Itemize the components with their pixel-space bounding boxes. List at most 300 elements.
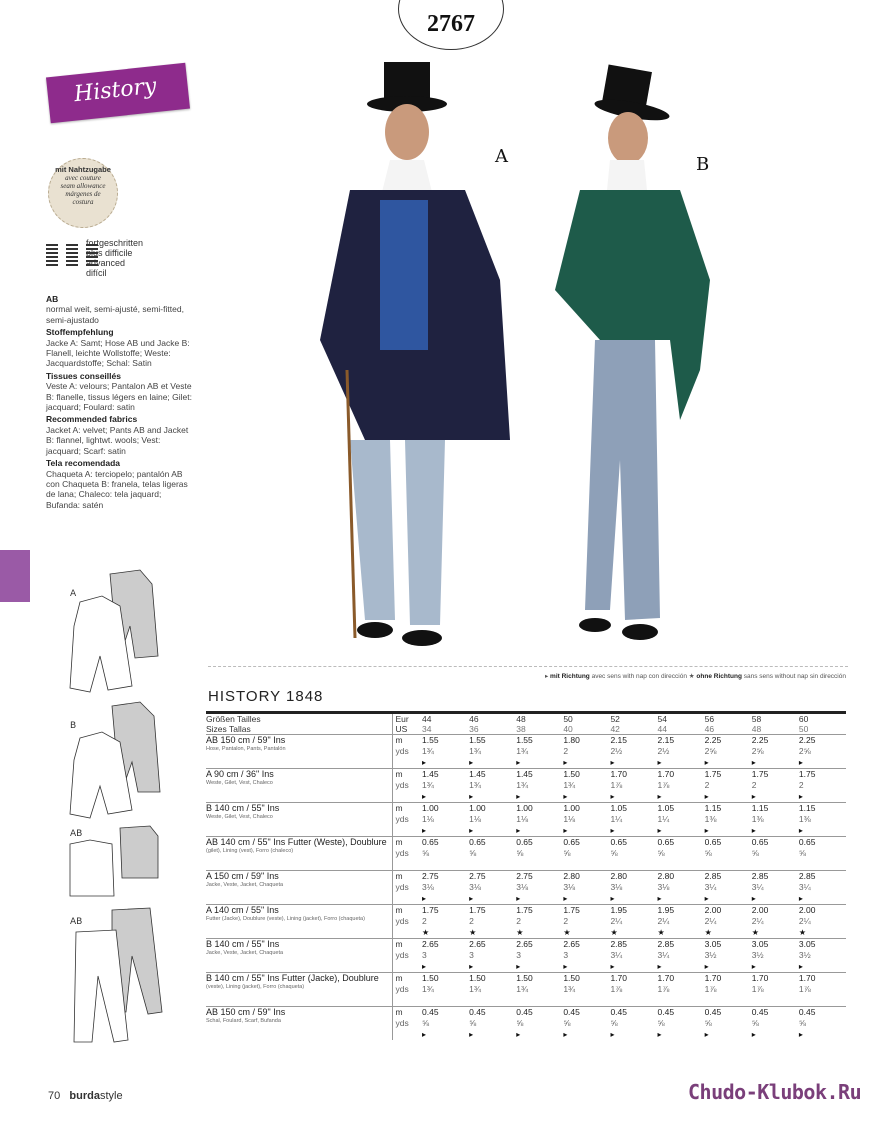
- us-size: 42: [610, 724, 620, 734]
- nap-symbol: ▸: [798, 962, 803, 971]
- yards-value: 3½: [751, 950, 764, 960]
- size-cell: [752, 871, 799, 905]
- without-nap-text: sans sens without nap sin dirección: [743, 673, 846, 680]
- meters-value: 1.50: [563, 769, 580, 779]
- eur-size: 50: [563, 713, 610, 725]
- nap-symbol: ▸: [657, 826, 662, 835]
- page-number: 70: [48, 1090, 61, 1102]
- us-size: 38: [516, 724, 526, 734]
- meters-value: 1.75: [563, 905, 580, 915]
- nap-symbol: ▸: [610, 826, 615, 835]
- yards-value: 1¼: [610, 814, 623, 824]
- meters-value: 1.75: [704, 769, 722, 779]
- row-units: [392, 735, 422, 769]
- meters-value: 1.55: [469, 735, 486, 745]
- meters-value: 0.45: [563, 1007, 580, 1017]
- yards-value: 2¼: [751, 916, 764, 926]
- model-photo: [200, 40, 850, 660]
- meters-value: 2.15: [610, 735, 627, 745]
- yards-value: 1⅜: [751, 814, 764, 824]
- meters-value: 1.50: [469, 973, 486, 983]
- unit-m: m: [395, 905, 403, 915]
- size-cell: [705, 871, 752, 905]
- row-fabric: A 90 cm / 36" Ins: [206, 769, 274, 779]
- size-cell: [610, 1007, 657, 1041]
- yards-value: 3¼: [657, 950, 670, 960]
- nap-symbol: ▸: [751, 962, 756, 971]
- meters-value: 2.85: [704, 871, 722, 881]
- size-cell: [469, 769, 516, 803]
- unit-yds: yds: [395, 950, 409, 960]
- meters-value: 2.80: [610, 871, 627, 881]
- unit-m: m: [395, 939, 403, 949]
- nap-symbol: ▸: [422, 894, 427, 903]
- meters-value: 1.50: [516, 973, 533, 983]
- eur-size: 44: [422, 713, 469, 725]
- with-nap-label: mit Richtung: [550, 673, 590, 680]
- yards-value: ⅝: [798, 1018, 806, 1028]
- size-cell: [658, 939, 705, 973]
- row-garment: Futter (Jacke), Doublure (veste), Lining (jacket), Forro (chaqueta): [206, 916, 365, 922]
- row-fabric: AB 150 cm / 59" Ins: [206, 1007, 286, 1017]
- meters-value: 1.70: [798, 973, 816, 983]
- nap-symbol: ▸: [563, 792, 568, 801]
- meters-value: 1.55: [516, 735, 533, 745]
- badge-line: avec couture: [65, 174, 101, 182]
- meters-value: 0.65: [657, 837, 675, 847]
- meters-value: 3.05: [751, 939, 769, 949]
- row-garment: Schal, Foulard, Scarf, Bufanda: [206, 1018, 281, 1024]
- size-cell: [752, 1007, 799, 1041]
- yards-value: 1⅞: [610, 780, 623, 790]
- size-cell: [752, 973, 799, 1007]
- unit-yds: yds: [395, 984, 409, 994]
- yards-value: ⅝: [704, 1018, 712, 1028]
- table-row: [206, 769, 846, 803]
- row-garment: Jacke, Veste, Jacket, Chaqueta: [206, 950, 284, 956]
- difficulty-text: [86, 238, 143, 278]
- nap-symbol: ▸: [469, 1030, 474, 1039]
- size-cell: [658, 837, 705, 871]
- nap-symbol: ★: [751, 928, 759, 937]
- history-label: [48, 64, 190, 124]
- size-cell: [799, 735, 846, 769]
- yards-value: 3½: [704, 950, 717, 960]
- size-cell: [705, 973, 752, 1007]
- meters-value: 2.15: [657, 735, 675, 745]
- nap-symbol: ▸: [422, 792, 427, 801]
- us-size: 36: [469, 724, 479, 734]
- yards-value: 1⅜: [704, 814, 717, 824]
- nap-symbol: ★: [422, 928, 430, 937]
- brand-bold: burda: [69, 1090, 100, 1102]
- info-heading: Tissues conseillés: [46, 370, 121, 381]
- header-label-1: Größen Tailles: [206, 713, 392, 725]
- nap-symbol: ★: [704, 928, 712, 937]
- nap-symbol: ▸: [704, 826, 709, 835]
- size-cell: [658, 769, 705, 803]
- table-row: [206, 871, 846, 905]
- yards-value: 1¾: [563, 780, 576, 790]
- yards-value: 2: [798, 780, 804, 790]
- row-units: [392, 769, 422, 803]
- nap-symbol: ★: [516, 928, 524, 937]
- size-cell: [469, 871, 516, 905]
- nap-symbol: ▸: [751, 894, 756, 903]
- nap-symbol: ▸: [516, 826, 521, 835]
- size-cell: [610, 735, 657, 769]
- nap-symbol: ▸: [751, 792, 756, 801]
- meters-value: 2.80: [563, 871, 580, 881]
- sketch-label-ab-pants: AB: [70, 917, 83, 927]
- row-label: [206, 769, 392, 803]
- yards-value: ⅝: [563, 1018, 571, 1028]
- row-units: [392, 871, 422, 905]
- size-cell: [516, 905, 563, 939]
- size-cell: [516, 1007, 563, 1041]
- meters-value: 2.25: [751, 735, 769, 745]
- yards-value: 3: [422, 950, 427, 960]
- section-tab: [0, 550, 30, 602]
- meters-value: 0.45: [657, 1007, 675, 1017]
- size-cell: [422, 735, 469, 769]
- badge-line: márgenes de: [65, 190, 101, 198]
- meters-value: 1.95: [657, 905, 675, 915]
- yards-value: 2: [751, 780, 757, 790]
- size-cell: [563, 803, 610, 837]
- size-cell: [516, 803, 563, 837]
- header-us: US: [392, 724, 422, 735]
- info-heading: Tela recomendada: [46, 458, 121, 469]
- nap-symbol: ▸: [469, 962, 474, 971]
- size-cell: [469, 803, 516, 837]
- nap-symbol: ▸: [469, 758, 474, 767]
- nap-symbol: ▸: [422, 758, 427, 767]
- unit-m: m: [395, 837, 403, 847]
- size-cell: [705, 769, 752, 803]
- badge-line: costura: [72, 198, 94, 206]
- size-cell: [422, 905, 469, 939]
- nap-symbol: ▸: [610, 758, 615, 767]
- info-heading: AB: [46, 294, 59, 304]
- size-cell: [563, 769, 610, 803]
- meters-value: 1.70: [751, 973, 769, 983]
- meters-value: 1.15: [751, 803, 769, 813]
- size-cell: [658, 973, 705, 1007]
- meters-value: 1.55: [422, 735, 439, 745]
- yards-value: ⅝: [516, 1018, 524, 1028]
- yards-value: ⅝: [704, 848, 712, 858]
- size-cell: [610, 973, 657, 1007]
- yards-value: ⅝: [422, 1018, 430, 1028]
- yards-value: 1⅛: [469, 814, 481, 824]
- size-cell: [799, 871, 846, 905]
- size-cell: [705, 837, 752, 871]
- yards-value: 1¾: [469, 746, 481, 756]
- unit-yds: yds: [395, 848, 409, 858]
- row-label: [206, 837, 392, 871]
- meters-value: 1.45: [469, 769, 486, 779]
- row-fabric: B 140 cm / 55" Ins: [206, 939, 280, 949]
- size-cell: [516, 735, 563, 769]
- yards-value: 1⅞: [657, 780, 670, 790]
- info-text: Jacket A: velvet; Pants AB and Jacket B: flannel, lightwt. wools; Vest: jacquard; Scarf: satin: [46, 424, 189, 456]
- meters-value: 0.65: [422, 837, 439, 847]
- meters-value: 2.25: [704, 735, 722, 745]
- size-cell: [469, 973, 516, 1007]
- nap-symbol: ▸: [563, 1030, 568, 1039]
- meters-value: 0.45: [704, 1007, 722, 1017]
- size-cell: [610, 871, 657, 905]
- photo-label-b: B: [696, 154, 710, 175]
- yards-value: 1¾: [469, 780, 481, 790]
- row-label: [206, 803, 392, 837]
- size-cell: [469, 837, 516, 871]
- meters-value: 0.65: [469, 837, 486, 847]
- yards-value: 3⅛: [422, 882, 434, 892]
- size-cell: [422, 803, 469, 837]
- yards-value: 3: [469, 950, 474, 960]
- size-cell: [799, 973, 846, 1007]
- nap-symbol: ▸: [516, 894, 521, 903]
- nap-symbol: ▸: [516, 1030, 521, 1039]
- nap-symbol: ▸: [657, 758, 662, 767]
- yards-value: 3⅛: [469, 882, 481, 892]
- fabric-table: [206, 711, 846, 1040]
- meters-value: 1.70: [704, 973, 722, 983]
- info-text: normal weit, semi-ajusté, semi-fitted, semi-ajustado: [46, 304, 184, 325]
- nap-symbol: ▸: [704, 1030, 709, 1039]
- nap-symbol: ▸: [563, 826, 568, 835]
- yards-value: 3⅛: [516, 882, 529, 892]
- size-cell: [563, 871, 610, 905]
- yards-value: ⅝: [657, 1018, 665, 1028]
- size-cell: [610, 803, 657, 837]
- nap-symbol: ★: [563, 928, 571, 937]
- size-cell: [705, 803, 752, 837]
- meters-value: 2.85: [798, 871, 816, 881]
- size-cell: [422, 1007, 469, 1041]
- meters-value: 0.65: [516, 837, 533, 847]
- yards-value: 2⅝: [704, 746, 717, 756]
- meters-value: 2.65: [469, 939, 486, 949]
- brand-rest: style: [99, 1090, 123, 1102]
- row-fabric: AB 140 cm / 55" Ins Futter (Weste), Doublure: [206, 837, 387, 847]
- nap-symbol: ▸: [704, 894, 709, 903]
- row-units: [392, 837, 422, 871]
- meters-value: 2.00: [751, 905, 769, 915]
- meters-value: 1.70: [610, 769, 627, 779]
- nap-symbol: ▸: [798, 758, 803, 767]
- meters-value: 0.65: [751, 837, 769, 847]
- meters-value: 2.65: [563, 939, 580, 949]
- nap-symbol: ▸: [563, 758, 568, 767]
- size-cell: [469, 735, 516, 769]
- eur-size: 52: [610, 713, 657, 725]
- meters-value: 0.45: [751, 1007, 769, 1017]
- unit-m: m: [395, 769, 403, 779]
- row-label: [206, 1007, 392, 1041]
- sketch-label-a: A: [70, 589, 77, 599]
- nap-symbol: ▸: [798, 894, 803, 903]
- unit-m: m: [395, 803, 403, 813]
- row-units: [392, 939, 422, 973]
- row-label: [206, 939, 392, 973]
- meters-value: 1.05: [657, 803, 675, 813]
- size-cell: [752, 769, 799, 803]
- info-heading: Stoffempfehlung: [46, 327, 114, 338]
- row-fabric: B 140 cm / 55" Ins Futter (Jacke), Doublure: [206, 973, 379, 983]
- nap-symbol: ▸: [798, 826, 803, 835]
- eur-size: 58: [752, 713, 799, 725]
- size-cell: [422, 871, 469, 905]
- difficulty-line: difícil: [86, 268, 107, 278]
- row-units: [392, 973, 422, 1007]
- difficulty-line: advanced: [86, 258, 126, 268]
- nap-symbol: ★: [798, 928, 807, 937]
- info-text: Veste A: velours; Pantalon AB et Veste B: flanelle, tissus légers en laine; Gilet: jacquard; Foulard: satin: [46, 381, 192, 413]
- nap-symbol: ▸: [516, 758, 521, 767]
- fabric-info: [46, 292, 196, 510]
- difficulty-line: plus difficile: [86, 248, 133, 258]
- table-header-eur: [206, 713, 846, 725]
- nap-legend: ▸ mit Richtung avec sens with nap con dirección ★ ohne Richtung sans sens without nap sin dirección: [544, 673, 846, 680]
- yards-value: ⅝: [610, 1018, 618, 1028]
- yards-value: 1¾: [422, 984, 434, 994]
- nap-symbol: ▸: [610, 792, 615, 801]
- info-heading: Recommended fabrics: [46, 414, 138, 425]
- eur-size: 46: [469, 713, 516, 725]
- meters-value: 1.00: [422, 803, 439, 813]
- size-cell: [563, 973, 610, 1007]
- yards-value: 1¾: [422, 746, 434, 756]
- photo-label-a: A: [495, 146, 508, 167]
- yards-value: 1¼: [657, 814, 670, 824]
- yards-value: 1¾: [422, 780, 434, 790]
- meters-value: 2.80: [657, 871, 675, 881]
- nap-symbol: ▸: [469, 792, 474, 801]
- unit-yds: yds: [395, 814, 409, 824]
- meters-value: 1.00: [516, 803, 533, 813]
- yards-value: ⅝: [610, 848, 618, 858]
- technical-sketches: [40, 566, 190, 1056]
- meters-value: 0.65: [704, 837, 722, 847]
- row-label: [206, 871, 392, 905]
- row-fabric: A 140 cm / 55" Ins: [206, 905, 279, 915]
- meters-value: 1.00: [469, 803, 486, 813]
- yards-value: 1⅞: [751, 984, 764, 994]
- yards-value: 3¼: [704, 882, 717, 892]
- meters-value: 1.50: [563, 973, 580, 983]
- nap-symbol: ▸: [610, 1030, 615, 1039]
- yards-value: ⅝: [657, 848, 665, 858]
- yards-value: 3: [516, 950, 521, 960]
- yards-value: 2⅝: [751, 746, 764, 756]
- eur-size: 60: [799, 713, 846, 725]
- size-cell: [469, 939, 516, 973]
- meters-value: 3.05: [704, 939, 722, 949]
- table-row: [206, 939, 846, 973]
- sketch-label-b: B: [70, 721, 77, 731]
- us-size: 34: [422, 724, 432, 734]
- meters-value: 0.65: [798, 837, 816, 847]
- meters-value: 1.05: [610, 803, 627, 813]
- yards-value: 1¾: [516, 780, 529, 790]
- meters-value: 2.00: [798, 905, 816, 915]
- yards-value: 3⅛: [657, 882, 670, 892]
- size-cell: [610, 905, 657, 939]
- yards-value: ⅝: [469, 848, 477, 858]
- yards-value: 2: [563, 746, 569, 756]
- nap-symbol: ▸: [704, 792, 709, 801]
- table-row: [206, 803, 846, 837]
- meters-value: 0.65: [610, 837, 627, 847]
- yards-value: 2¼: [704, 916, 717, 926]
- yards-value: 2: [704, 780, 710, 790]
- size-cell: [469, 905, 516, 939]
- yards-value: 1¾: [563, 984, 576, 994]
- nap-symbol: ▸: [798, 1030, 803, 1039]
- size-cell: [752, 905, 799, 939]
- meters-value: 0.45: [610, 1007, 627, 1017]
- size-cell: [610, 769, 657, 803]
- yards-value: 1⅛: [516, 814, 529, 824]
- row-garment: (veste), Lining (jacket), Forro (chaqueta): [206, 984, 305, 990]
- eur-size: 54: [658, 713, 705, 725]
- nap-symbol: ▸: [422, 1030, 427, 1039]
- yards-value: 1⅜: [798, 814, 811, 824]
- meters-value: 1.75: [469, 905, 486, 915]
- size-cell: [516, 769, 563, 803]
- nap-symbol: ▸: [751, 1030, 756, 1039]
- with-nap-text: avec sens with nap con dirección: [591, 673, 687, 680]
- table-row: [206, 837, 846, 871]
- unit-yds: yds: [395, 1018, 409, 1028]
- yards-value: ⅝: [563, 848, 571, 858]
- meters-value: 2.25: [798, 735, 816, 745]
- meters-value: 1.15: [704, 803, 722, 813]
- table-header-us: [206, 724, 846, 735]
- size-cell: [563, 837, 610, 871]
- meters-value: 1.15: [798, 803, 816, 813]
- table-row: [206, 735, 846, 769]
- yards-value: 2: [516, 916, 521, 926]
- table-row: [206, 905, 846, 939]
- yards-value: 2¼: [610, 916, 623, 926]
- row-label: [206, 973, 392, 1007]
- pattern-number: 2767: [427, 11, 475, 37]
- meters-value: 2.85: [657, 939, 675, 949]
- history-text: History: [72, 73, 158, 108]
- model-a-figure: [320, 62, 510, 646]
- table-row: [206, 973, 846, 1007]
- nap-symbol: ★: [657, 928, 665, 937]
- yards-value: 2: [469, 916, 474, 926]
- watermark: Chudo-Klubok.Ru: [688, 1080, 862, 1104]
- meters-value: 0.65: [563, 837, 580, 847]
- nap-symbol: ▸: [563, 894, 568, 903]
- yards-value: 3½: [798, 950, 811, 960]
- yards-value: 2½: [657, 746, 670, 756]
- size-cell: [799, 939, 846, 973]
- row-garment: Hose, Pantalon, Pants, Pantalón: [206, 746, 286, 752]
- difficulty-line: fortgeschritten: [86, 238, 144, 248]
- us-size: 40: [563, 724, 573, 734]
- nap-symbol: ▸: [657, 894, 662, 903]
- meters-value: 0.45: [422, 1007, 439, 1017]
- yards-value: ⅝: [751, 1018, 759, 1028]
- eur-size: 48: [516, 713, 563, 725]
